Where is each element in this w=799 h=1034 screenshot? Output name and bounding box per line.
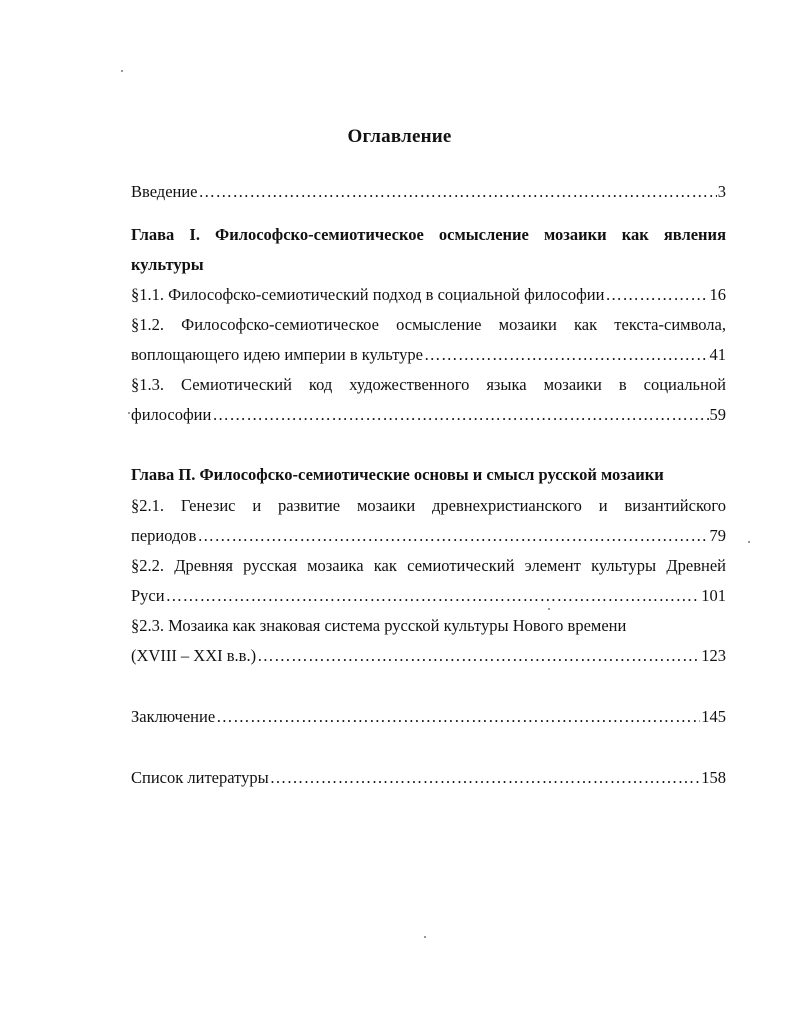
toc-entry-2-3[interactable]: [131, 645, 726, 667]
toc-entry-1-2-line-1[interactable]: §1.2. Философско-семиотическое осмысление мозаики как текста-символа,: [131, 315, 726, 334]
scan-speck: [424, 936, 426, 938]
toc-leader-dots: [166, 585, 701, 607]
toc-leader-dots: [257, 645, 700, 667]
toc-entry-label: (XVIII – XXI в.в.): [131, 646, 257, 665]
toc-entry-label: Руси: [131, 586, 165, 605]
toc-entry-bibliography[interactable]: [131, 767, 726, 789]
toc-leader-dots: [424, 344, 709, 366]
toc-entry-2-2-line-1[interactable]: §2.2. Древняя русская мозаика как семиотический элемент культуры Древней: [131, 556, 726, 575]
toc-leader-dots: [605, 284, 708, 306]
toc-page-number: 79: [709, 526, 726, 545]
toc-entry-2-1-line-1[interactable]: §2.1. Генезис и развитие мозаики древнехристианского и византийского: [131, 496, 726, 515]
toc-entry-1-3[interactable]: [131, 404, 726, 426]
toc-entry-label: §1.1. Философско-семиотический подход в социальной философии: [131, 285, 605, 304]
toc-leader-dots: [216, 706, 700, 728]
toc-page-number: 41: [709, 345, 726, 364]
toc-entry-label: Заключение: [131, 707, 216, 726]
toc-entry-2-3-line-1[interactable]: §2.3. Мозаика как знаковая система русской культуры Нового времени: [131, 616, 627, 635]
toc-leader-dots: [199, 181, 717, 203]
toc-entry-2-1[interactable]: [131, 525, 726, 547]
toc-entry-label: Введение: [131, 182, 198, 201]
chapter-2-heading[interactable]: Глава П. Философско-семиотические основы и смысл русской мозаики: [131, 465, 664, 484]
toc-leader-dots: [212, 404, 708, 426]
toc-entry-label: Список литературы: [131, 768, 269, 787]
scan-speck: [748, 541, 750, 543]
toc-entry-conclusion[interactable]: [131, 706, 726, 728]
toc-entry-1-3-line-1[interactable]: §1.3. Семиотический код художественного языка мозаики в социальной: [131, 375, 726, 394]
toc-entry-label: философии: [131, 405, 212, 424]
toc-leader-dots: [270, 767, 701, 789]
toc-page-number: 16: [709, 285, 726, 304]
toc-entry-2-2[interactable]: [131, 585, 726, 607]
scan-speck: [548, 608, 550, 610]
toc-page-number: 59: [709, 405, 726, 424]
chapter-1-heading-line-1[interactable]: Глава I. Философско-семиотическое осмысление мозаики как явления: [131, 225, 726, 244]
chapter-1-heading-line-2[interactable]: культуры: [131, 255, 204, 274]
toc-page-number: 145: [701, 707, 726, 726]
toc-entry-label: воплощающего идею империи в культуре: [131, 345, 423, 364]
scan-speck: [121, 70, 123, 72]
toc-entry-label: периодов: [131, 526, 197, 545]
toc-entry-1-2[interactable]: [131, 344, 726, 366]
scan-speck: [128, 412, 130, 414]
toc-entry-1-1[interactable]: [131, 284, 726, 306]
page-title: Оглавление: [347, 126, 452, 147]
toc-page-number: 3: [717, 182, 726, 201]
toc-leader-dots: [197, 525, 708, 547]
toc-entry-intro[interactable]: [131, 181, 726, 203]
toc-page-number: 101: [701, 586, 726, 605]
toc-page-number: 158: [701, 768, 726, 787]
toc-page-number: 123: [701, 646, 726, 665]
